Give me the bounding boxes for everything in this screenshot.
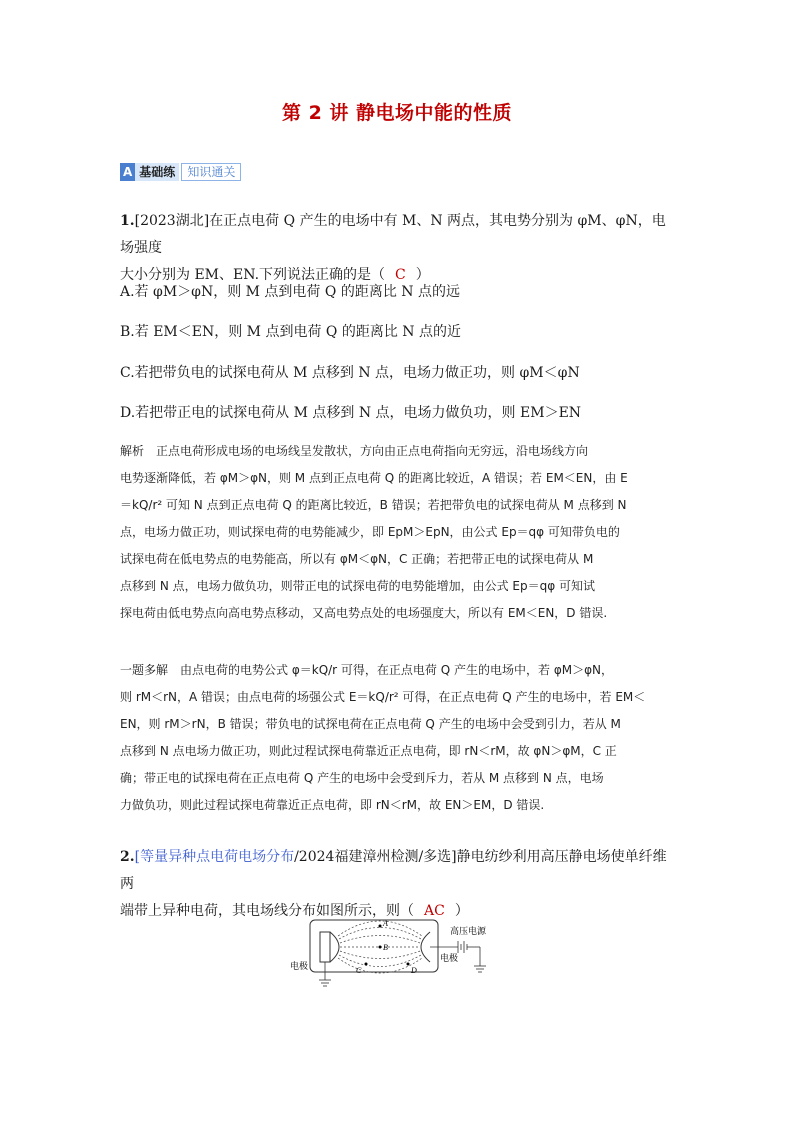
section-badge xyxy=(120,163,241,181)
q1-solution-line: 试探电荷在低电势点的电势能高，所以有 φM＜φN，C 正确；若把带正电的试探电荷从 M xyxy=(120,552,594,566)
q1-solution-head: 解析 xyxy=(120,444,145,458)
q1-stem-line1 xyxy=(120,208,675,262)
page-title: 第 2 讲 静电场中能的性质 xyxy=(281,102,513,124)
battery-icon xyxy=(458,941,467,953)
q1-option-d: D.若把带正电的试探电荷从 M 点移到 N 点，电场力做负功，则 EM＞EN xyxy=(120,405,582,421)
badge-level: A xyxy=(120,163,135,181)
q2-source-rest: /2024福建漳州检测/多选] xyxy=(294,849,457,865)
q1-option-a: A.若 φM＞φN，则 M 点到电荷 Q 的距离比 N 点的远 xyxy=(120,284,460,300)
left-electrode-tip xyxy=(330,932,339,962)
q1-alt-text: 由点电荷的电势公式 φ＝kQ/r 可得，在正点电荷 Q 产生的电场中，若 φM＞φN， xyxy=(180,663,613,677)
q1-alt-solution xyxy=(120,657,677,819)
q1-solution-line: 探电荷由低电势点向高电势点移动，又高电势点处的电场强度大，所以有 EM＜EN，D 错误. xyxy=(120,606,608,620)
q1-solution-text: 正点电荷形成电场的电场线呈发散状，方向由正点电荷指向无穷远，沿电场线方向 xyxy=(156,444,589,458)
label-b: B xyxy=(383,943,388,952)
q2-number: 2. xyxy=(120,849,135,865)
q1-alt-line: 点移到 N 点电场力做正功，则此过程试探电荷靠近正点电荷，即 rN＜rM，故 φN＞φM，C 正 xyxy=(120,744,617,758)
q1-alt-line: 力做负功，则此过程试探电荷靠近正点电荷，即 rN＜rM，故 EN＞EM，D 错误. xyxy=(120,798,545,812)
electric-field-figure xyxy=(290,906,520,996)
right-ground-icon xyxy=(474,966,486,972)
q1-alt-head: 一题多解 xyxy=(120,663,169,677)
q1-option-b: B.若 EM＜EN，则 M 点到电荷 Q 的距离比 N 点的近 xyxy=(120,324,461,340)
q1-solution xyxy=(120,438,677,627)
label-left-electrode: 电极 xyxy=(290,962,309,972)
q1-alt-line: EN，则 rM＞rN，B 错误；带负电的试探电荷在正点电荷 Q 产生的电场中会受到引力，若从 M xyxy=(120,717,621,731)
q1-solution-line: 点，电场力做正功，则试探电荷的电势能减少，即 EpM＞EpN，由公式 Ep＝qφ 可知带负电的 xyxy=(120,525,620,539)
point-d xyxy=(407,963,410,966)
q1-alt-line: 则 rM＜rN，A 错误；由点电荷的场强公式 E＝kQ/r² 可得，在正点电荷 Q 产生的电场中，若 EM＜ xyxy=(120,690,646,704)
label-c: C xyxy=(356,966,362,975)
point-a xyxy=(379,925,382,928)
q2-stem-close: ） xyxy=(454,903,469,919)
q1-answer: C xyxy=(395,267,406,283)
q1-alt-line: 确；带正电的试探电荷在正点电荷 Q 产生的电场中会受到斥力，若从 M 点移到 N 点，电场 xyxy=(120,771,604,785)
q1-stem xyxy=(120,208,675,289)
q1-solution-line: 电势逐渐降低，若 φM＞φN，则 M 点到正点电荷 Q 的距离比较近，A 错误；若 EM＜EN，由 E xyxy=(120,471,628,485)
q1-stem-close: ） xyxy=(415,267,430,283)
point-c xyxy=(365,963,368,966)
point-b xyxy=(379,946,382,949)
label-right-electrode: 电极 xyxy=(440,954,459,964)
q1-solution-line xyxy=(120,438,677,465)
q1-stem-text2: 大小分别为 EM、EN.下列说法正确的是（ xyxy=(120,267,386,283)
q2-stem-text2: 端带上异种电荷，其电场线分布如图所示，则（ xyxy=(120,903,414,919)
q1-solution-line: ＝kQ/r² 可知 N 点到正点电荷 Q 的距离比较近，B 错误；若把带负电的试探电荷从 M 点移到 N xyxy=(120,498,627,512)
q1-source: [2023湖北] xyxy=(134,213,210,229)
q2-stem-line1 xyxy=(120,844,675,898)
label-a: A xyxy=(383,919,388,928)
q2-source-topic: [等量异种点电荷电场分布 xyxy=(134,849,295,865)
right-electrode-tip xyxy=(421,932,430,962)
q1-number: 1. xyxy=(120,213,135,229)
q1-stem-text1: 在正点电荷 Q 产生的电场中有 M、N 两点，其电势分别为 φM、φN，电场强度 xyxy=(120,213,666,256)
badge-name: 基础练 xyxy=(135,163,179,181)
label-d: D xyxy=(411,966,417,975)
q2-answer: AC xyxy=(424,903,445,919)
badge-tag: 知识通关 xyxy=(181,163,241,181)
q1-alt-line xyxy=(120,657,677,684)
q1-solution-line: 点移到 N 点，电场力做负功，则带正电的试探电荷的电势能增加，由公式 Ep＝qφ 可知试 xyxy=(120,579,595,593)
left-electrode xyxy=(320,932,330,962)
q1-option-c: C.若把带负电的试探电荷从 M 点移到 N 点，电场力做正功，则 φM＜φN xyxy=(120,365,580,381)
q2-stem-text1: 静电纺纱利用高压静电场使单纤维两 xyxy=(120,849,667,892)
label-power: 高压电源 xyxy=(450,927,487,937)
left-ground-icon xyxy=(319,980,331,986)
